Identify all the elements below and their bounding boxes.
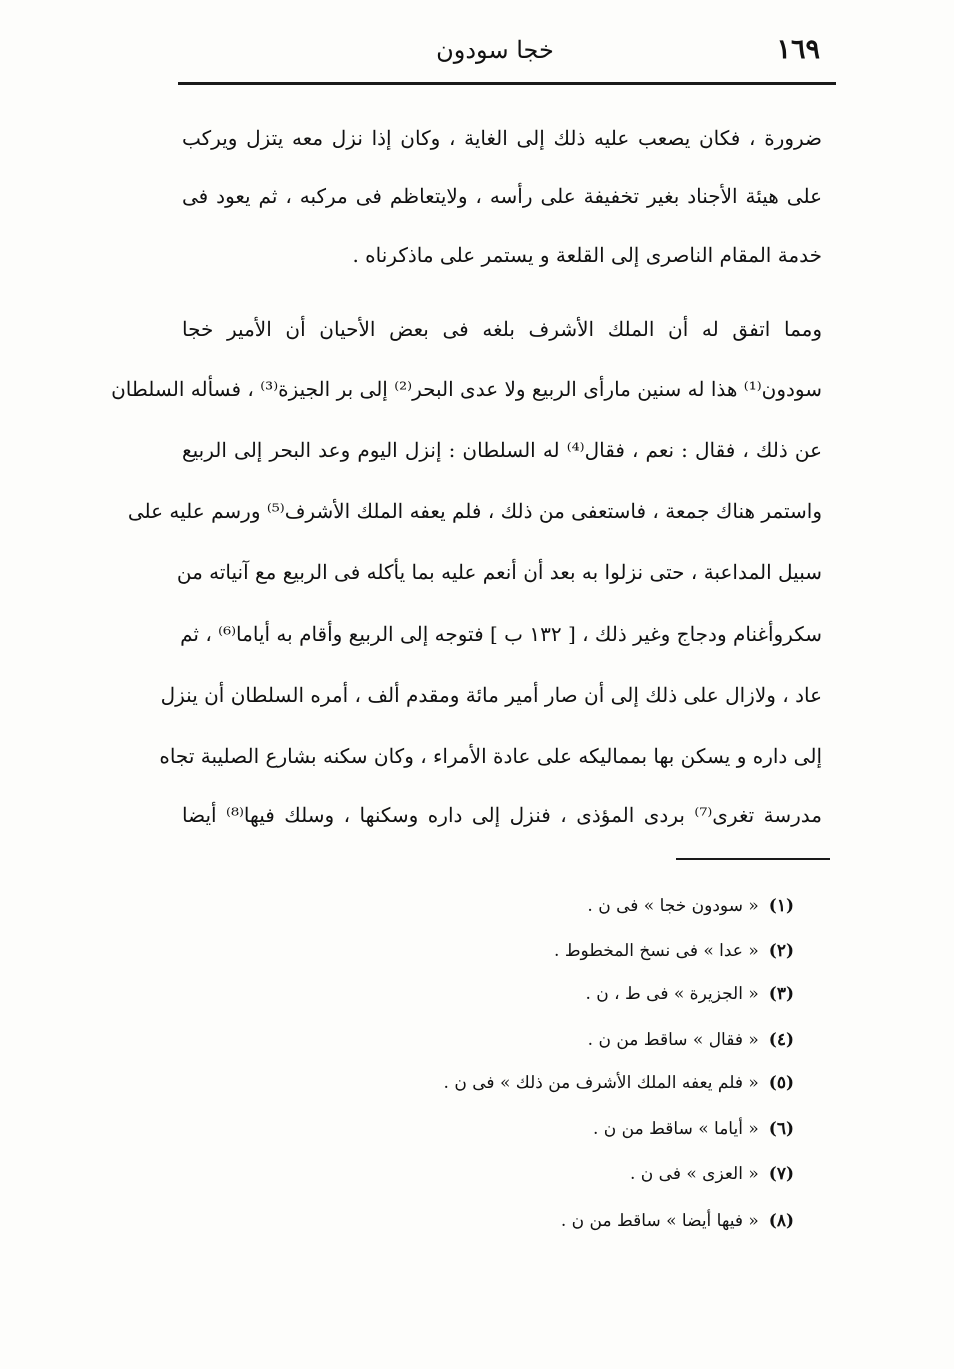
- footnote: [444, 1073, 794, 1093]
- footnote-mark: (٢): [768, 941, 794, 961]
- footnote-mark: (٨): [768, 1211, 794, 1231]
- footnote: [630, 1164, 794, 1184]
- body-line: على هيئة الأجناد بغير تخفيفة على رأسه ، ولايتعاظم فى مركبه ، ثم يعود فى: [182, 184, 823, 208]
- body-line: ومما اتفق له أن الملك الأشرف بلغه فى بعض الأحيان أن الأمير خجا: [182, 317, 822, 341]
- body-line: مدرسة تغرى⁽⁷⁾ بردى المؤذى ، فنزل إلى داره وسكنها ، وسلك فيها⁽⁸⁾ أيضا: [182, 803, 822, 827]
- body-line: إلى داره و يسكن بها بمماليكه على عادة الأمراء ، وكان سكنه بشارع الصليبة تجاه: [159, 744, 822, 768]
- footnote-mark: (٥): [768, 1073, 794, 1093]
- page-header: [170, 28, 820, 78]
- footnote-mark: (١): [768, 896, 794, 916]
- header-rule: [178, 82, 836, 85]
- footnote-text: « فيها أيضا » ساقط من ن .: [560, 1211, 759, 1231]
- footnote: [561, 1211, 794, 1231]
- footnote: [587, 896, 794, 916]
- body-line: سبيل المداعبة ، حتى نزلوا به بعد أن أنعم عليه بما يأكله فى الربيع مع آنياته من: [176, 560, 822, 584]
- footnote-mark: (٤): [768, 1030, 794, 1050]
- body-line: عن ذلك ، فقال : نعم ، فقال⁽⁴⁾ له السلطان : إنزل اليوم وعد البحر إلى الربيع: [182, 438, 822, 462]
- body-line: عاد ، ولازال على ذلك إلى أن صار أمير مائة ومقدم ألف ، أمره السلطان أن ينزل: [160, 683, 822, 707]
- footnote-rule: [676, 858, 830, 860]
- footnote: [554, 941, 794, 961]
- body-line: سودون⁽¹⁾ هذا له سنين مارأى الربيع ولا عدى البحر⁽²⁾ إلى بر الجيزة⁽³⁾ ، فسأله السلطان: [111, 377, 822, 401]
- footnote-text: « العزى » فى ن .: [629, 1164, 759, 1184]
- footnote-text: « الجزيرة » فى ط ، ن .: [585, 984, 759, 1004]
- body-line: سكروأغنام ودجاج وغير ذلك ، [ ١٣٢ ب ] فتوجه إلى الربيع وأقام به أياما⁽⁶⁾ ، ثم: [180, 622, 822, 646]
- body-line: ضرورة ، فكان يصعب عليه ذلك إلى الغاية ، وكان إذا نزل معه يتزل ويركب: [182, 126, 822, 150]
- footnote: [588, 1030, 794, 1050]
- body-line: واستمر هناك جمعة ، فاستعفى من ذلك ، فلم يعفه الملك الأشرف⁽⁵⁾ ورسم عليه على: [127, 499, 822, 523]
- page-number: ١٦٩: [776, 34, 820, 65]
- footnote-text: « أياما » ساقط من ن .: [592, 1119, 759, 1139]
- footnote: [593, 1119, 794, 1139]
- footnote-text: « سودون خجا » فى ن .: [587, 896, 759, 916]
- running-head: خجا سودون: [436, 36, 554, 64]
- footnote-text: « فقال » ساقط من ن .: [587, 1030, 759, 1050]
- footnote-mark: (٦): [768, 1119, 794, 1139]
- footnote-text: « فلم يعفه الملك الأشرف من ذلك » فى ن .: [443, 1073, 759, 1093]
- footnote: [585, 984, 794, 1004]
- footnote-mark: (٧): [768, 1164, 794, 1184]
- body-line: خدمة المقام الناصرى إلى القلعة و يستمر على ماذكرناه .: [352, 243, 822, 267]
- footnote-text: « عدا » فى نسخ المخطوط .: [554, 941, 759, 961]
- footnote-mark: (٣): [768, 984, 794, 1004]
